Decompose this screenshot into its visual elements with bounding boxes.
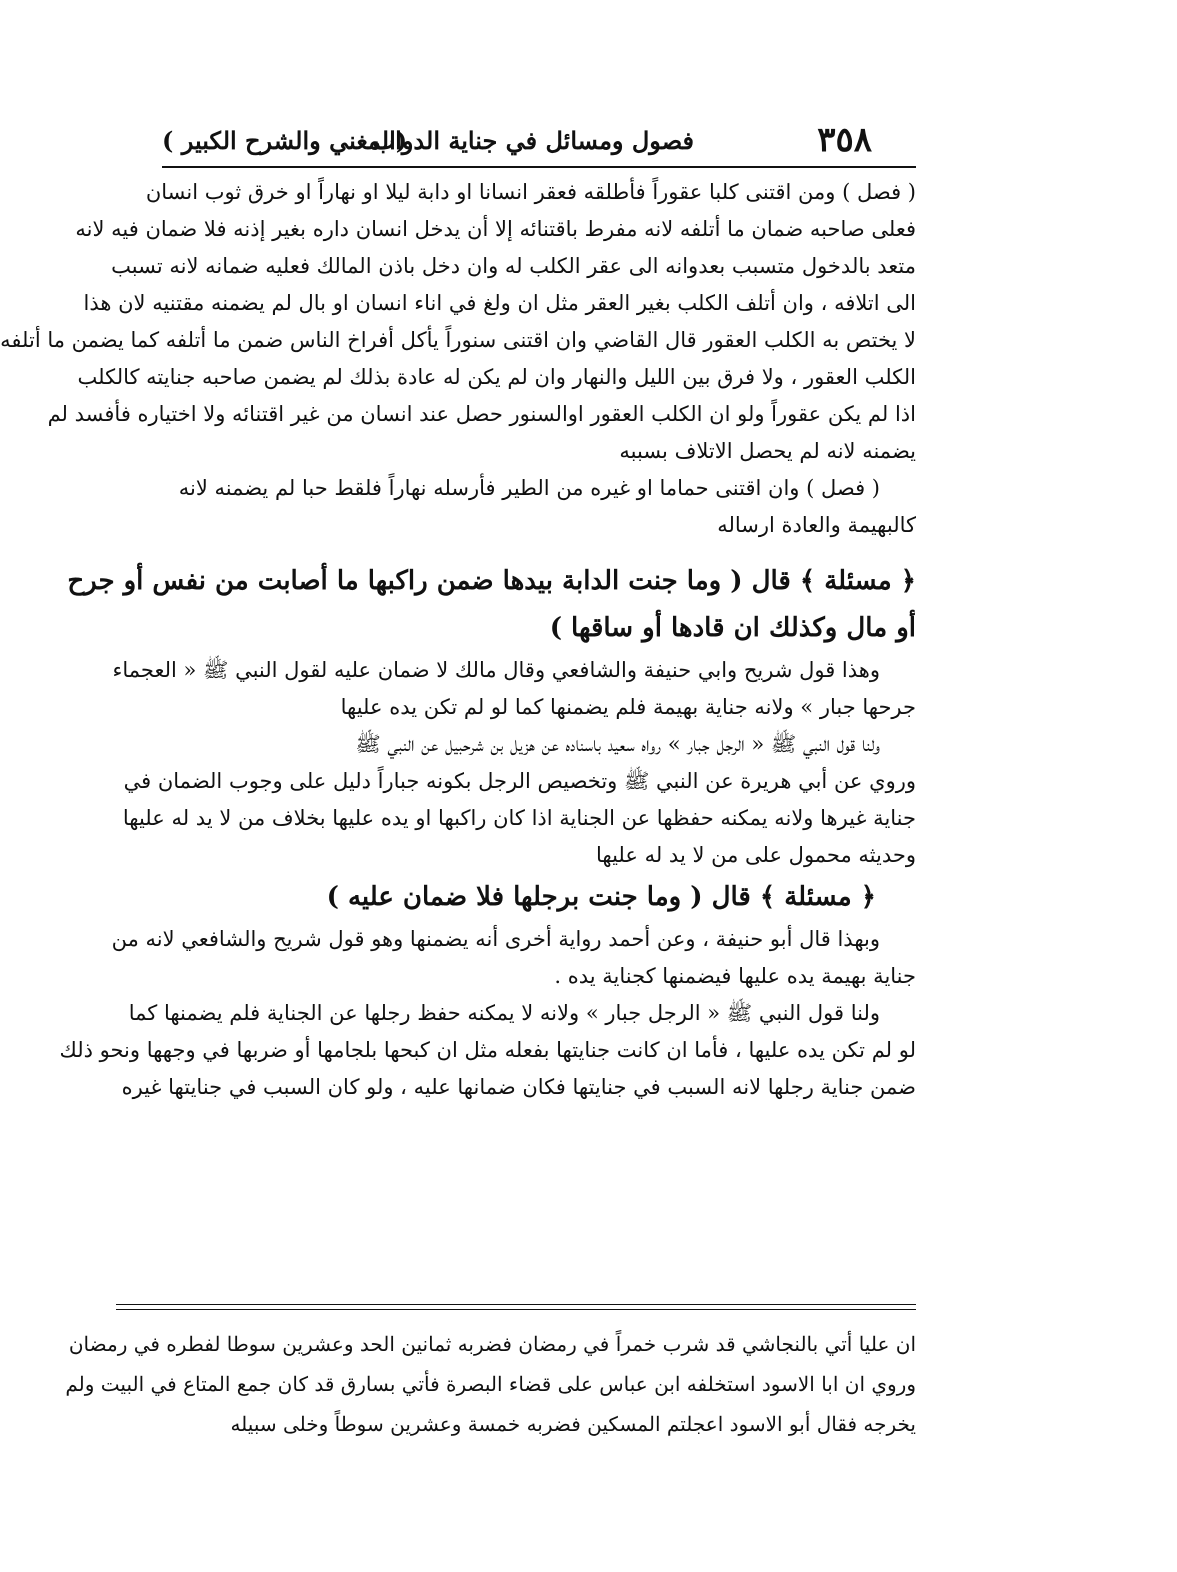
text-line: يضمنه لانه لم يحصل الاتلاف بسببه — [619, 439, 916, 463]
text-line: كالبهيمة والعادة ارساله — [717, 513, 916, 537]
text-line: جناية غيرها ولانه يمكنه حفظها عن الجناية اذا كان راكبها او يده عليها بخلاف من لا يد له عليها — [122, 806, 916, 830]
issue-line: ﴿ مسئلة ﴾ قال ( وما جنت الدابة بيدها ضمن راكبها ما أصابت من نفس أو جرح — [67, 566, 916, 596]
text-line: وروي عن أبي هريرة عن النبي ﷺ وتخصيص الرجل بكونه جباراً دليل على وجوب الضمان في — [123, 769, 916, 793]
paragraph-commentary-2 — [116, 726, 916, 874]
text-line: فعلى صاحبه ضمان ما أتلفه لانه مفرط باقتنائه إلا أن يدخل انسان داره بغير إذنه فلا ضمان فيه لانه — [75, 217, 916, 241]
text-line: جناية بهيمة يده عليها فيضمنها كجناية يده . — [554, 964, 916, 988]
text-line: الكلب العقور ، ولا فرق بين الليل والنهار وان لم يكن له عادة بذلك لم يضمن صاحبه جنايته كالكلب — [77, 365, 916, 389]
page-number: ٣٥٨ — [817, 120, 872, 160]
book-page — [0, 96, 916, 1496]
text-line: ( فصل ) ومن اقتنى كلبا عقوراً فأطلقه فعقر انسانا او دابة ليلا او نهاراً او خرق ثوب انسان — [145, 180, 916, 204]
text-line: ( فصل ) وان اقتنى حماما او غيره من الطير فأرسله نهاراً فلقط حبا لم يضمنه لانه — [178, 476, 880, 500]
page-header — [116, 96, 916, 160]
main-text — [0, 174, 916, 1106]
issue-heading-1 — [67, 558, 916, 652]
header-rule — [162, 166, 916, 168]
issue-line: أو مال وكذلك ان قادها أو ساقها ) — [549, 613, 916, 643]
footnote-line: ان عليا أتي بالنجاشي قد شرب خمراً في رمضان فضربه ثمانين الحد وعشرين سوطا لفطره في رمضان — [68, 1332, 916, 1356]
paragraph-commentary-1 — [112, 652, 916, 726]
footnote-line: وروي ان ابا الاسود استخلفه ابن عباس على قضاء البصرة فأتي بسارق قد كان جمع المتاع في البيت ولم — [65, 1372, 916, 1396]
paragraph-commentary-4 — [59, 995, 916, 1106]
text-line: لو لم تكن يده عليها ، فأما ان كانت جنايتها بفعله مثل ان كبحها بلجامها أو ضربها في وجهها ونحو ذلك — [59, 1038, 916, 1062]
text-line: لا يختص به الكلب العقور قال القاضي وان اقتنى سنوراً يأكل أفراخ الناس ضمن ما أتلفه كما يضمن ما أتلفه — [0, 328, 916, 352]
text-line: متعد بالدخول متسبب بعدوانه الى عقر الكلب له وان دخل باذن المالك فعليه ضمانه لانه تسبب — [111, 254, 916, 278]
text-line: الى اتلافه ، وان أتلف الكلب بغير العقر مثل ان ولغ في اناء انسان او بال لم يضمنه مقتنيه لان هذا — [83, 291, 916, 315]
issue-heading-2: ﴿ مسئلة ﴾ قال ( وما جنت برجلها فلا ضمان عليه ) — [326, 882, 876, 912]
text-line: ضمن جناية رجلها لانه السبب في جنايتها فكان ضمانها عليه ، ولو كان السبب في جنايتها غيره — [121, 1075, 916, 1099]
section-title: فصول ومسائل في جناية الدواب — [372, 126, 694, 155]
text-line: جرحها جبار » ولانه جناية بهيمة فلم يضمنها كما لو لم تكن يده عليها — [340, 695, 916, 719]
text-line: ولنا قول النبي ﷺ « الرجل جبار » ولانه لا يمكنه حفظ رجلها عن الجناية فلم يضمنها كما — [128, 1001, 880, 1025]
book-title: (المغني والشرح الكبير ) — [162, 126, 408, 155]
text-line: وبهذا قال أبو حنيفة ، وعن أحمد رواية أخرى أنه يضمنها وهو قول شريح والشافعي لانه من — [111, 927, 880, 951]
paragraph-fasl-hamam — [116, 470, 916, 544]
footnote-separator — [116, 1304, 916, 1314]
paragraph-commentary-3 — [111, 921, 916, 995]
footnotes — [65, 1324, 916, 1444]
text-line: ولنا قول النبي ﷺ « الرجل جبار » رواه سعيد باسناده عن هزيل بن شرحبيل عن النبي ﷺ — [355, 732, 880, 756]
paragraph-fasl-kalb — [0, 174, 916, 470]
footnote-line: يخرجه فقال أبو الاسود اعجلتم المسكين فضربه خمسة وعشرين سوطاً وخلى سبيله — [230, 1412, 916, 1436]
text-line: وحديثه محمول على من لا يد له عليها — [596, 843, 916, 867]
text-line: وهذا قول شريح وابي حنيفة والشافعي وقال مالك لا ضمان عليه لقول النبي ﷺ « العجماء — [112, 658, 880, 682]
text-line: اذا لم يكن عقوراً ولو ان الكلب العقور اوالسنور حصل عند انسان من غير اقتنائه ولا اختياره فأفسد لم — [47, 402, 916, 426]
